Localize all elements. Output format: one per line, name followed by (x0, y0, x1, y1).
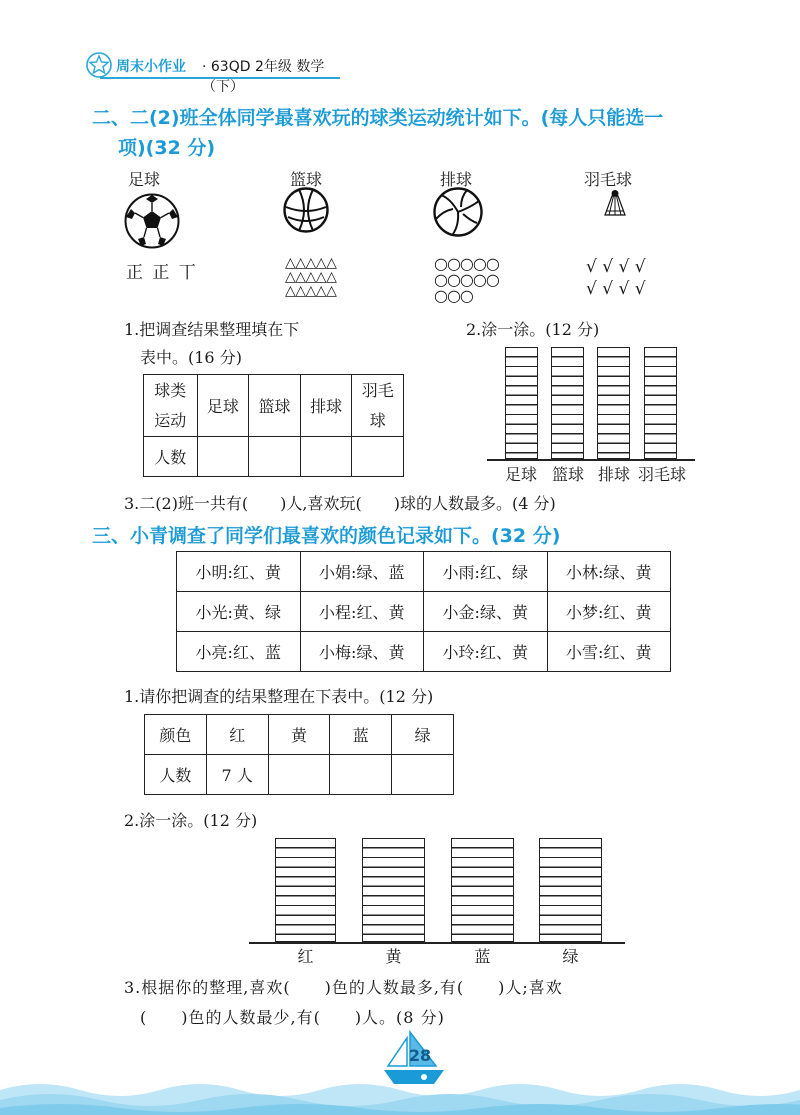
color-bar-column-yellow[interactable] (362, 838, 425, 942)
section3-q1: 1.请你把调查的结果整理在下表中。(12 分) (124, 687, 434, 706)
color-record-cell: 小雨:红、绿 (424, 552, 548, 592)
football-tally: 正 正 丅 (126, 263, 198, 283)
color-table-row-label: 人数 (145, 755, 207, 795)
section2-title-line2: 项)(32 分) (118, 137, 216, 159)
sport-chart-axis (487, 459, 695, 461)
sports-count-volleyball-input[interactable] (300, 437, 352, 477)
color-table-header: 绿 (392, 715, 454, 755)
section2-q2: 2.涂一涂。(12 分) (466, 320, 600, 339)
color-record-cell: 小梦:红、黄 (547, 592, 671, 632)
color-count-table (144, 714, 454, 795)
color-record-cell: 小林:绿、黄 (547, 552, 671, 592)
color-bar-column-green[interactable] (539, 838, 602, 942)
section3-q2: 2.涂一涂。(12 分) (124, 811, 258, 830)
sports-table-col-badminton (352, 375, 404, 437)
color-table-header: 蓝 (330, 715, 392, 755)
sport-bar-column-badminton[interactable] (644, 347, 677, 459)
color-chart-label: 红 (297, 947, 314, 966)
header-underline (100, 77, 340, 79)
color-table-header: 黄 (268, 715, 330, 755)
basketball-tally-row: △△△△△ (285, 255, 337, 271)
sport-chart-label: 羽毛球 (637, 465, 686, 484)
color-table-header: 颜色 (145, 715, 207, 755)
color-bar-column-red[interactable] (275, 838, 336, 942)
section2-title-line1: 二、二(2)班全体同学最喜欢玩的球类运动统计如下。(每人只能选一 (92, 107, 664, 129)
section3-q3-line2: ( )色的人数最少,有( )人。(8 分) (140, 1008, 445, 1027)
sport-bar-column-football[interactable] (505, 347, 538, 459)
section2-q1-line1: 1.把调查结果整理填在下 (124, 320, 300, 339)
sport-bar-column-volleyball[interactable] (597, 347, 630, 459)
header (86, 52, 346, 95)
sports-table-header-b: 运动 (154, 410, 187, 430)
sport-label-badminton: 羽毛球 (584, 170, 633, 189)
section2-q3: 3.二(2)班一共有( )人,喜欢玩( )球的人数最多。(4 分) (124, 494, 556, 513)
sports-table-col: 篮球 (249, 375, 301, 437)
color-record-cell: 小明:红、黄 (177, 552, 301, 592)
color-record-cell: 小玲:红、黄 (424, 632, 548, 672)
sports-table-col: 排球 (300, 375, 352, 437)
color-chart-label: 蓝 (474, 947, 491, 966)
color-count-green-input[interactable] (392, 755, 454, 795)
sport-label-volleyball: 排球 (440, 170, 473, 189)
color-chart-label: 黄 (385, 947, 402, 966)
sports-table (143, 374, 404, 477)
color-record-cell: 小程:红、黄 (300, 592, 424, 632)
badminton-tally-row: √ √ √ √ (586, 257, 646, 277)
volleyball-tally-row: ○○○ (434, 286, 473, 305)
brand-title: 周末小作业 (116, 59, 186, 75)
sports-table-col-badminton-a: 羽毛 (361, 380, 394, 400)
sport-chart-label: 篮球 (551, 465, 584, 484)
page-number: 28 (408, 1046, 432, 1065)
color-record-cell: 小金:绿、黄 (424, 592, 548, 632)
badminton-tally-row: √ √ √ √ (586, 279, 646, 299)
color-bar-column-blue[interactable] (451, 838, 514, 942)
color-chart-label: 绿 (562, 947, 579, 966)
header-subtitle: · 63QD 2年级 数学（下） (202, 59, 325, 95)
volleyball-tally (434, 256, 499, 304)
sport-label-basketball: 篮球 (290, 170, 323, 189)
color-table-header: 红 (206, 715, 268, 755)
football-icon (124, 193, 180, 249)
sports-count-football-input[interactable] (197, 437, 249, 477)
basketball-tally-row: △△△△△ (285, 269, 337, 285)
color-record-cell: 小梅:绿、黄 (300, 632, 424, 672)
basketball-tally-row: △△△△△ (285, 283, 337, 299)
sports-count-badminton-input[interactable] (352, 437, 404, 477)
sport-chart-label: 排球 (597, 465, 630, 484)
basketball-tally (285, 256, 336, 298)
sports-table-col-badminton-b: 球 (369, 410, 386, 430)
star-logo-icon (86, 52, 112, 78)
basketball-icon (283, 187, 329, 233)
color-record-cell: 小雪:红、黄 (547, 632, 671, 672)
section2-q1-line2: 表中。(16 分) (140, 348, 242, 367)
section3-title: 三、小青调查了同学们最喜欢的颜色记录如下。(32 分) (92, 525, 561, 547)
sport-chart-label: 足球 (504, 465, 537, 484)
sports-table-header-a: 球类 (154, 380, 187, 400)
color-count-blue-input[interactable] (330, 755, 392, 795)
shuttlecock-icon (603, 189, 627, 219)
color-count-red: 7 人 (206, 755, 268, 795)
sports-table-col: 足球 (197, 375, 249, 437)
volleyball-tally-row: ○○○○○ (434, 254, 499, 273)
section3-q3-line1: 3.根据你的整理,喜欢( )色的人数最多,有( )人;喜欢 (124, 978, 563, 997)
color-record-cell: 小亮:红、蓝 (177, 632, 301, 672)
color-records-table (176, 551, 671, 672)
sport-label-football: 足球 (128, 170, 161, 189)
color-record-cell: 小光:黄、绿 (177, 592, 301, 632)
color-count-yellow-input[interactable] (268, 755, 330, 795)
volleyball-icon (433, 187, 483, 237)
badminton-tally (586, 256, 646, 300)
sports-count-basketball-input[interactable] (249, 437, 301, 477)
sport-bar-column-basketball[interactable] (551, 347, 584, 459)
color-record-cell: 小娟:绿、蓝 (300, 552, 424, 592)
volleyball-tally-row: ○○○○○ (434, 270, 499, 289)
sports-table-row-label: 人数 (144, 437, 198, 477)
sports-table-header-cell (144, 375, 198, 437)
